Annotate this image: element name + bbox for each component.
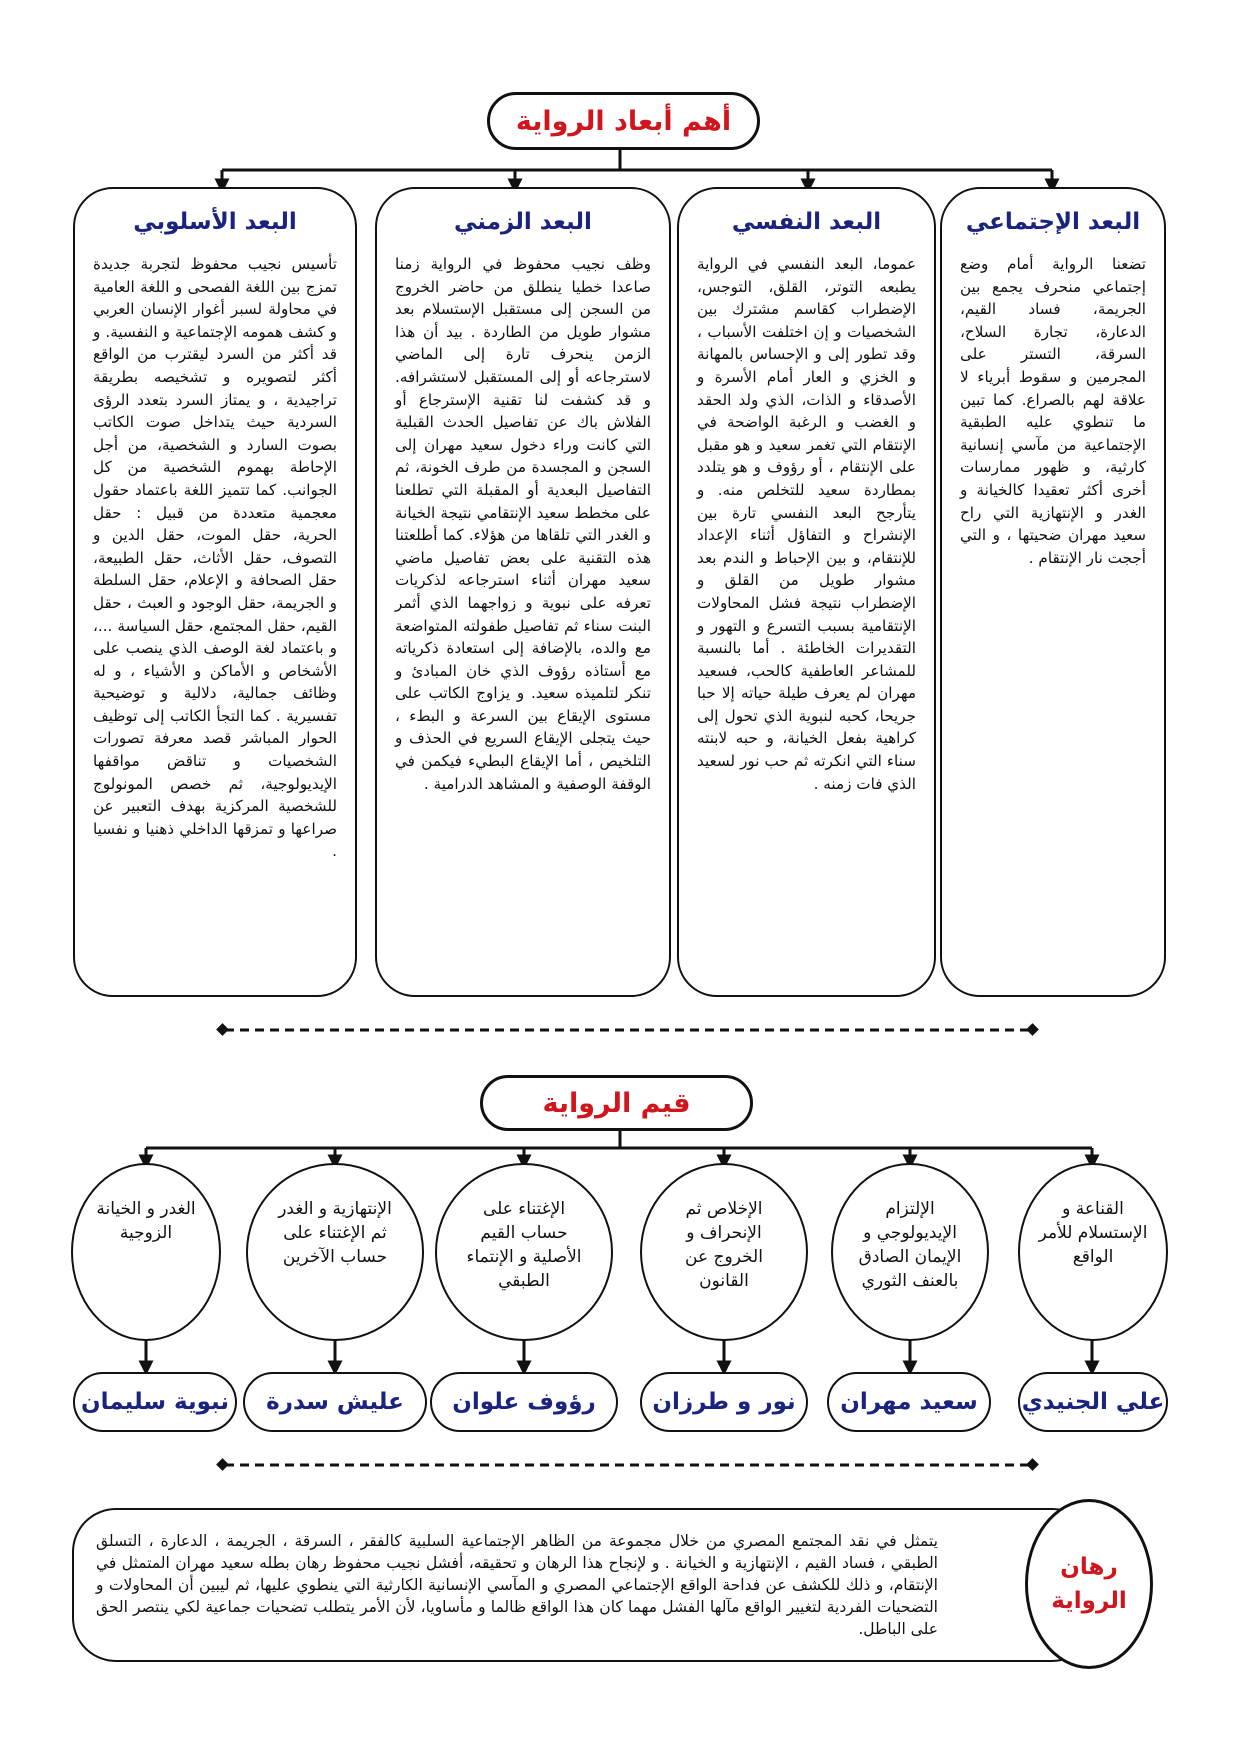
stake-text: يتمثل في نقد المجتمع المصري من خلال مجموعة من الظاهر الإجتماعية السلبية كالفقر ، السرقة ، الجريمة ، الدعارة ، التسلق الطبقي ، فساد القيم ، الإنتهازية و الخيانة . و لإنجاح هذا الرهان و تحقيقه، أفشل نجيب محفوظ رهان بطله سعيد مهران المتمثل في الإنتقام، و ذلك للكشف عن فداحة الواقع الإجتماعي المصري و المآسي الإنسانية الكارثية التي ينطوي عليها، ثم ليبين أن المحاولات و التضحيات الفردية لتغيير الواقع مآلها الفشل مهما كان هذا الواقع ظالما و مأساويا، لأن الأمر يتطلب تضحيات جماعية لكي ينتصر الحق على الباطل. [96, 1532, 938, 1638]
dimension-text: تأسيس نجيب محفوظ لتجربة جديدة تمزج بين اللغة الفصحى و اللغة العامية في محاولة لسبر أغوار الإنسان العربي و كشف همومه الإجتماعية و النفسية. و قد أكثر من السرد ليقترب من الواقع أكثر لتصويره و تشخيصه بطريقة تراجيدية ، و يمتاز السرد بتعدد الرؤى السردية حيث يتداخل صوت الكاتب بصوت السارد و الشخصية، من أجل الإحاطة بهموم الشخصية من كل الجوانب. كما تتميز اللغة باعتماد حقول معجمية متعددة من قبيل : حقل الحرية، حقل الموت، حقل الدين و التصوف، حقل الأثاث، حقل الطبيعة، حقل الصحافة و الإعلام، حقل السلطة و الجريمة، حقل الوجود و العبث ، حقل القيم، حقل المجتمع، حقل السياسة ...، و باعتماد لغة الوصف الذي ينصب على الأشخاص و الأماكن و الأشياء ، و له وظائف جمالية، دلالية و توضيحية تفسيرية . كما التجأ الكاتب إلى توظيف الحوار المباشر قصد معرفة تصورات الشخصيات و تناقض مواقفها الإيديولوجية، ثم خصص المونولوج للشخصية المركزية بهدف التعبير عن صراعها و تمزقها الداخلي ذهنيا و نفسيا . [93, 255, 337, 861]
stake-title-line2: الرواية [1051, 1588, 1127, 1614]
value-circle [435, 1163, 613, 1341]
value-text: القناعة و الإستسلام للأمر الواقع [1038, 1199, 1148, 1267]
dimension-heading: البعد الإجتماعي [965, 209, 1141, 235]
values-title: قيم الرواية [480, 1075, 753, 1131]
dimension-heading: البعد الأسلوبي [133, 209, 297, 235]
dimension-column-temporal [375, 187, 671, 997]
dimensions-title: أهم أبعاد الرواية [487, 92, 760, 150]
stake-title-line1: رهان [1060, 1554, 1118, 1580]
dimension-column-stylistic [73, 187, 357, 997]
character-pill: نور و طرزان [640, 1372, 808, 1432]
character-pill: علي الجنيدي [1018, 1372, 1168, 1432]
dimension-column-social [940, 187, 1166, 997]
character-pill: رؤوف علوان [430, 1372, 618, 1432]
dimension-text: وظف نجيب محفوظ في الرواية زمنا صاعدا خطيا ينطلق من حاضر الخروج من السجن إلى مستقبل الإستسلام بعد مشوار طويل من الطاردة . بيد أن هذا الزمن ينحرف تارة إلى الماضي لاسترجاعه أو إلى المستقبل لاستشرافه. و قد كشفت لنا تقنية الإسترجاع أو الفلاش باك عن تفاصيل الحدث القبلية التي كانت وراء دخول سعيد مهران إلى السجن و المجسدة من طرف الخونة، ثم التفاصيل البعدية أو المقبلة التي تطلعنا على مخطط سعيد الإنتقامي نتيجة الخيانة و الغدر التي تلقاها من هؤلاء. كما أطلعتنا هذه التقنية على بعض تفاصيل ماضي سعيد مهران أثناء استرجاعه لذكريات تعرفه على نبوية و زواجهما الذي أثمر البنت سناء ثم تفاصيل طفولته المتواضعة مع والده، بالإضافة إلى استعادة ذكرياته مع أستاذه رؤوف الذي خان المبادئ و تنكر لتلميذه سعيد. و يزاوج الكاتب على مستوى الإيقاع بين السرعة و البطء ، حيث يتجلى الإيقاع السريع في الحذف و التلخيص ، أما الإيقاع البطيء فيكمن في الوقفة الوصفية و المشاهد الدرامية . [395, 255, 651, 793]
value-circle [640, 1163, 808, 1341]
dimension-heading: البعد النفسي [731, 209, 882, 235]
dimension-text: تضعنا الرواية أمام وضع إجتماعي منحرف يجمع بين الجريمة، فساد القيم، الدعارة، تجارة السلاح، السرقة، التستر على المجرمين و سقوط أبرياء لا علاقة لهم بالصراع. كما تبين ما تنطوي عليه الطبقية الإجتماعية من مآسي إنسانية كارثية، و ظهور ممارسات أخرى أكثر تعقيدا كالخيانة و الغدر و الإنتهازية التي راح سعيد مهران ضحيتها ، و التي أججت نار الإنتقام . [960, 255, 1146, 567]
character-pill: سعيد مهران [827, 1372, 991, 1432]
dimension-column-psychological [677, 187, 936, 997]
value-text: الإخلاص ثم الإنحراف و الخروج عن القانون [685, 1199, 763, 1291]
stake-box [72, 1508, 1096, 1662]
dimension-text: عموما، البعد النفسي في الرواية يطبعه التوتر، القلق، التوجس، الإضطراب كقاسم مشترك بين الشخصيات و إن اختلفت الأسباب ، وقد تطور إلى و الإحساس بالمهانة و الخزي و العار أمام الأسرة و الأصدقاء و الذات، الذي ولد الحقد و الغضب و الرغبة الواضحة في الإنتقام التي تغمر سعيد و هو مقبل على الإنتقام ، أو رؤوف و هو يتلدد بمطاردة سعيد للتخلص منه. و يتأرجح البعد النفسي تارة بين الإنشراح و التفاؤل أثناء الإعداد للإنتقام، و بين الإحباط و الندم بعد مشوار طويل من القلق و الإضطراب نتيجة فشل المحاولات الإنتقامية بسبب التسرع و التهور و التقديرات الخاطئة . أما بالنسبة للمشاعر العاطفية كالحب، فسعيد مهران لم يعرف طيلة حياته إلا حبا جريحا، كحبه لنبوية الذي تحول إلى كراهية بفعل الخيانة، و حبه لابنته سناء التي انكرته ثم حب نور لسعيد الذي فات زمنه . [697, 255, 916, 793]
value-circle [71, 1163, 221, 1341]
value-text: الإغتناء على حساب القيم الأصلية و الإنتماء الطبقي [466, 1199, 582, 1291]
character-pill: عليش سدرة [243, 1372, 427, 1432]
dimension-heading: البعد الزمني [454, 209, 592, 235]
value-text: الغدر و الخيانة الزوجية [96, 1199, 196, 1243]
stake-title [1025, 1499, 1153, 1669]
value-circle [1018, 1163, 1168, 1341]
value-circle [831, 1163, 989, 1341]
character-pill: نبوية سليمان [73, 1372, 237, 1432]
value-text: الإنتهازية و الغدر ثم الإغتناء على حساب الآخرين [278, 1199, 392, 1267]
value-circle [246, 1163, 424, 1341]
value-text: الإلتزام الإيديولوجي و الإيمان الصادق بالعنف الثوري [858, 1199, 962, 1291]
